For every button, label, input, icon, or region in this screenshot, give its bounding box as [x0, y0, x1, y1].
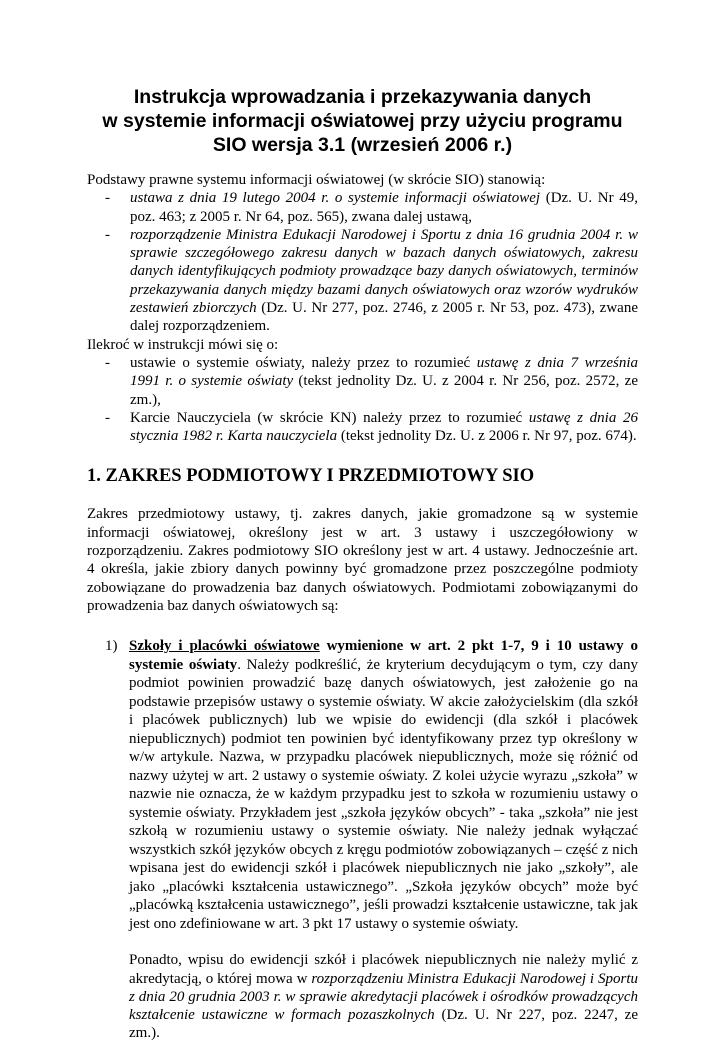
list-item — [87, 354, 638, 409]
legal-basis-intro: Podstawy prawne systemu informacji oświatowej (w skrócie SIO) stanowią: — [87, 172, 546, 188]
act-title: rozporządzenie Ministra Edukacji Narodowej i Sportu z dnia 16 grudnia 2004 r. w sprawie szczegółowego zakresu danych w bazach danych oświatowych, zakresu danych identyfikujących podmioty prowadzące bazy danych oświatowych, terminów przekazywania danych między bazami danych oświatowych oraz wzorów wydruków zestawień zbiorczych — [130, 226, 638, 317]
whenever-intro: Ilekroć w instrukcji mówi się o: — [87, 336, 279, 353]
list-item — [87, 189, 638, 226]
dash-bullet: - — [105, 226, 110, 243]
followup-text: Ponadto, wpisu do ewidencji szkół i placówek niepublicznych nie należy mylić z akredytacją, o której mowa w — [129, 952, 638, 987]
act-title: ustawa z dnia 19 lutego 2004 r. o systemie informacji oświatowej — [130, 190, 541, 207]
entities-list — [87, 637, 638, 1042]
list-item — [87, 637, 638, 1042]
item-number: 1) — [105, 638, 118, 655]
title-line-1: Instrukcja wprowadzania i przekazywania danych — [133, 86, 592, 108]
item-text: . Należy podkreślić, że kryterium decydującym o tym, czy dany podmiot powinien prowadzić bazę danych oświatowych, jest założenie go na podstawie przepisów ustawy o systemie oświaty. W akcie założycielskim (dla szkół i placówek publicznych) lub we wpisie do ewidencji (dla szkół i placówek niepublicznych) podmiot ten powinien być identyfikowany przez typ określony w w/w artykule. Nazwa, w przypadku placówek niepublicznych, może się różnić od nazwy użytej w art. 2 ustawy o systemie oświaty. Z kolei użycie wyrazu „szkoła” w nazwie nie oznacza, że w każdym przypadku jest to szkoła w rozumieniu ustawy o systemie oświaty. Przykładem jest „szkoła języków obcych” - taka „szkoła” nie jest szkołą w rozumieniu ustawy o systemie oświaty. Nie należy jednak wyłączać wszystkich szkół języków obcych z kręgu podmiotów zobowiązanych – część z nich wpisana jest do ewidencji szkół i placówek niepublicznych nie jako „szkoły”, ale jako „placówki kształcenia ustawicznego”. „Szkoła języków obcych” może być „placówką kształcenia ustawicznego”, jeśli prowadzi kształcenie ustawiczne, tak jak jest ono zdefiniowane w art. 3 pkt 17 ustawy o systemie oświaty. — [129, 656, 638, 932]
terms-list — [87, 354, 638, 445]
section-heading: 1. ZAKRES PODMIOTOWY I PRZEDMIOTOWY SIO — [87, 466, 535, 487]
act-title: ustawę z dnia 7 września 1991 r. o systemie oświaty — [130, 354, 638, 390]
legal-basis-list — [87, 189, 638, 335]
dash-bullet: - — [105, 409, 110, 426]
act-title: ustawę z dnia 26 stycznia 1982 r. Karta nauczyciela — [130, 409, 638, 445]
item-followup-paragraph — [129, 951, 638, 1042]
list-item — [87, 409, 638, 446]
item-heading-rest: wymienione w art. 2 pkt 1-7, 9 i 10 ustawy o systemie oświaty — [129, 638, 638, 673]
document-title — [87, 85, 638, 157]
act-title: rozporządzeniu Ministra Edukacji Narodowej i Sportu z dnia 20 grudnia 2003 r. w sprawie akredytacji placówek i ośrodków prowadzących kształcenie ustawiczne w formach pozaszkolnych — [129, 970, 638, 1024]
dash-bullet: - — [105, 190, 110, 207]
title-line-3: SIO wersja 3.1 (wrzesień 2006 r.) — [212, 134, 513, 156]
term-definition: ustawie o systemie oświaty, należy przez to rozumieć — [130, 354, 477, 371]
act-reference: (Dz. U. Nr 227, poz. 2247, ze zm.). — [129, 1007, 638, 1042]
act-reference: (tekst jednolity Dz. U. z 2004 r. Nr 256, poz. 2572, ze zm.), — [130, 373, 638, 408]
title-line-2: w systemie informacji oświatowej przy użyciu programu — [102, 110, 623, 132]
item-heading-underlined: Szkoły i placówki oświatowe — [129, 638, 320, 655]
act-reference: (tekst jednolity Dz. U. z 2006 r. Nr 97, poz. 674). — [337, 428, 637, 445]
list-item — [87, 226, 638, 336]
term-definition: Karcie Nauczyciela (w skrócie KN) należy przez to rozumieć — [130, 409, 529, 426]
act-reference: (Dz. U. Nr 49, poz. 463; z 2005 r. Nr 64, poz. 565), zwana dalej ustawą, — [130, 190, 638, 225]
section-paragraph: Zakres przedmiotowy ustawy, tj. zakres danych, jakie gromadzone są w systemie informacji oświatowej, określony jest w art. 3 ustawy i uszczegółowiony w rozporządzeniu. Zakres podmiotowy SIO określony jest w art. 4 ustawy. Jednocześnie art. 4 określa, jakie zbiory danych powinny być gromadzone przez poszczególne podmioty zobowiązane do prowadzenia baz danych oświatowych. Podmiotami zobowiązanymi do prowadzenia baz danych oświatowych są: — [87, 506, 638, 614]
act-reference: (Dz. U. Nr 277, poz. 2746, z 2005 r. Nr 53, poz. 473), zwane dalej rozporządzeniem. — [130, 300, 638, 335]
dash-bullet: - — [105, 354, 110, 371]
